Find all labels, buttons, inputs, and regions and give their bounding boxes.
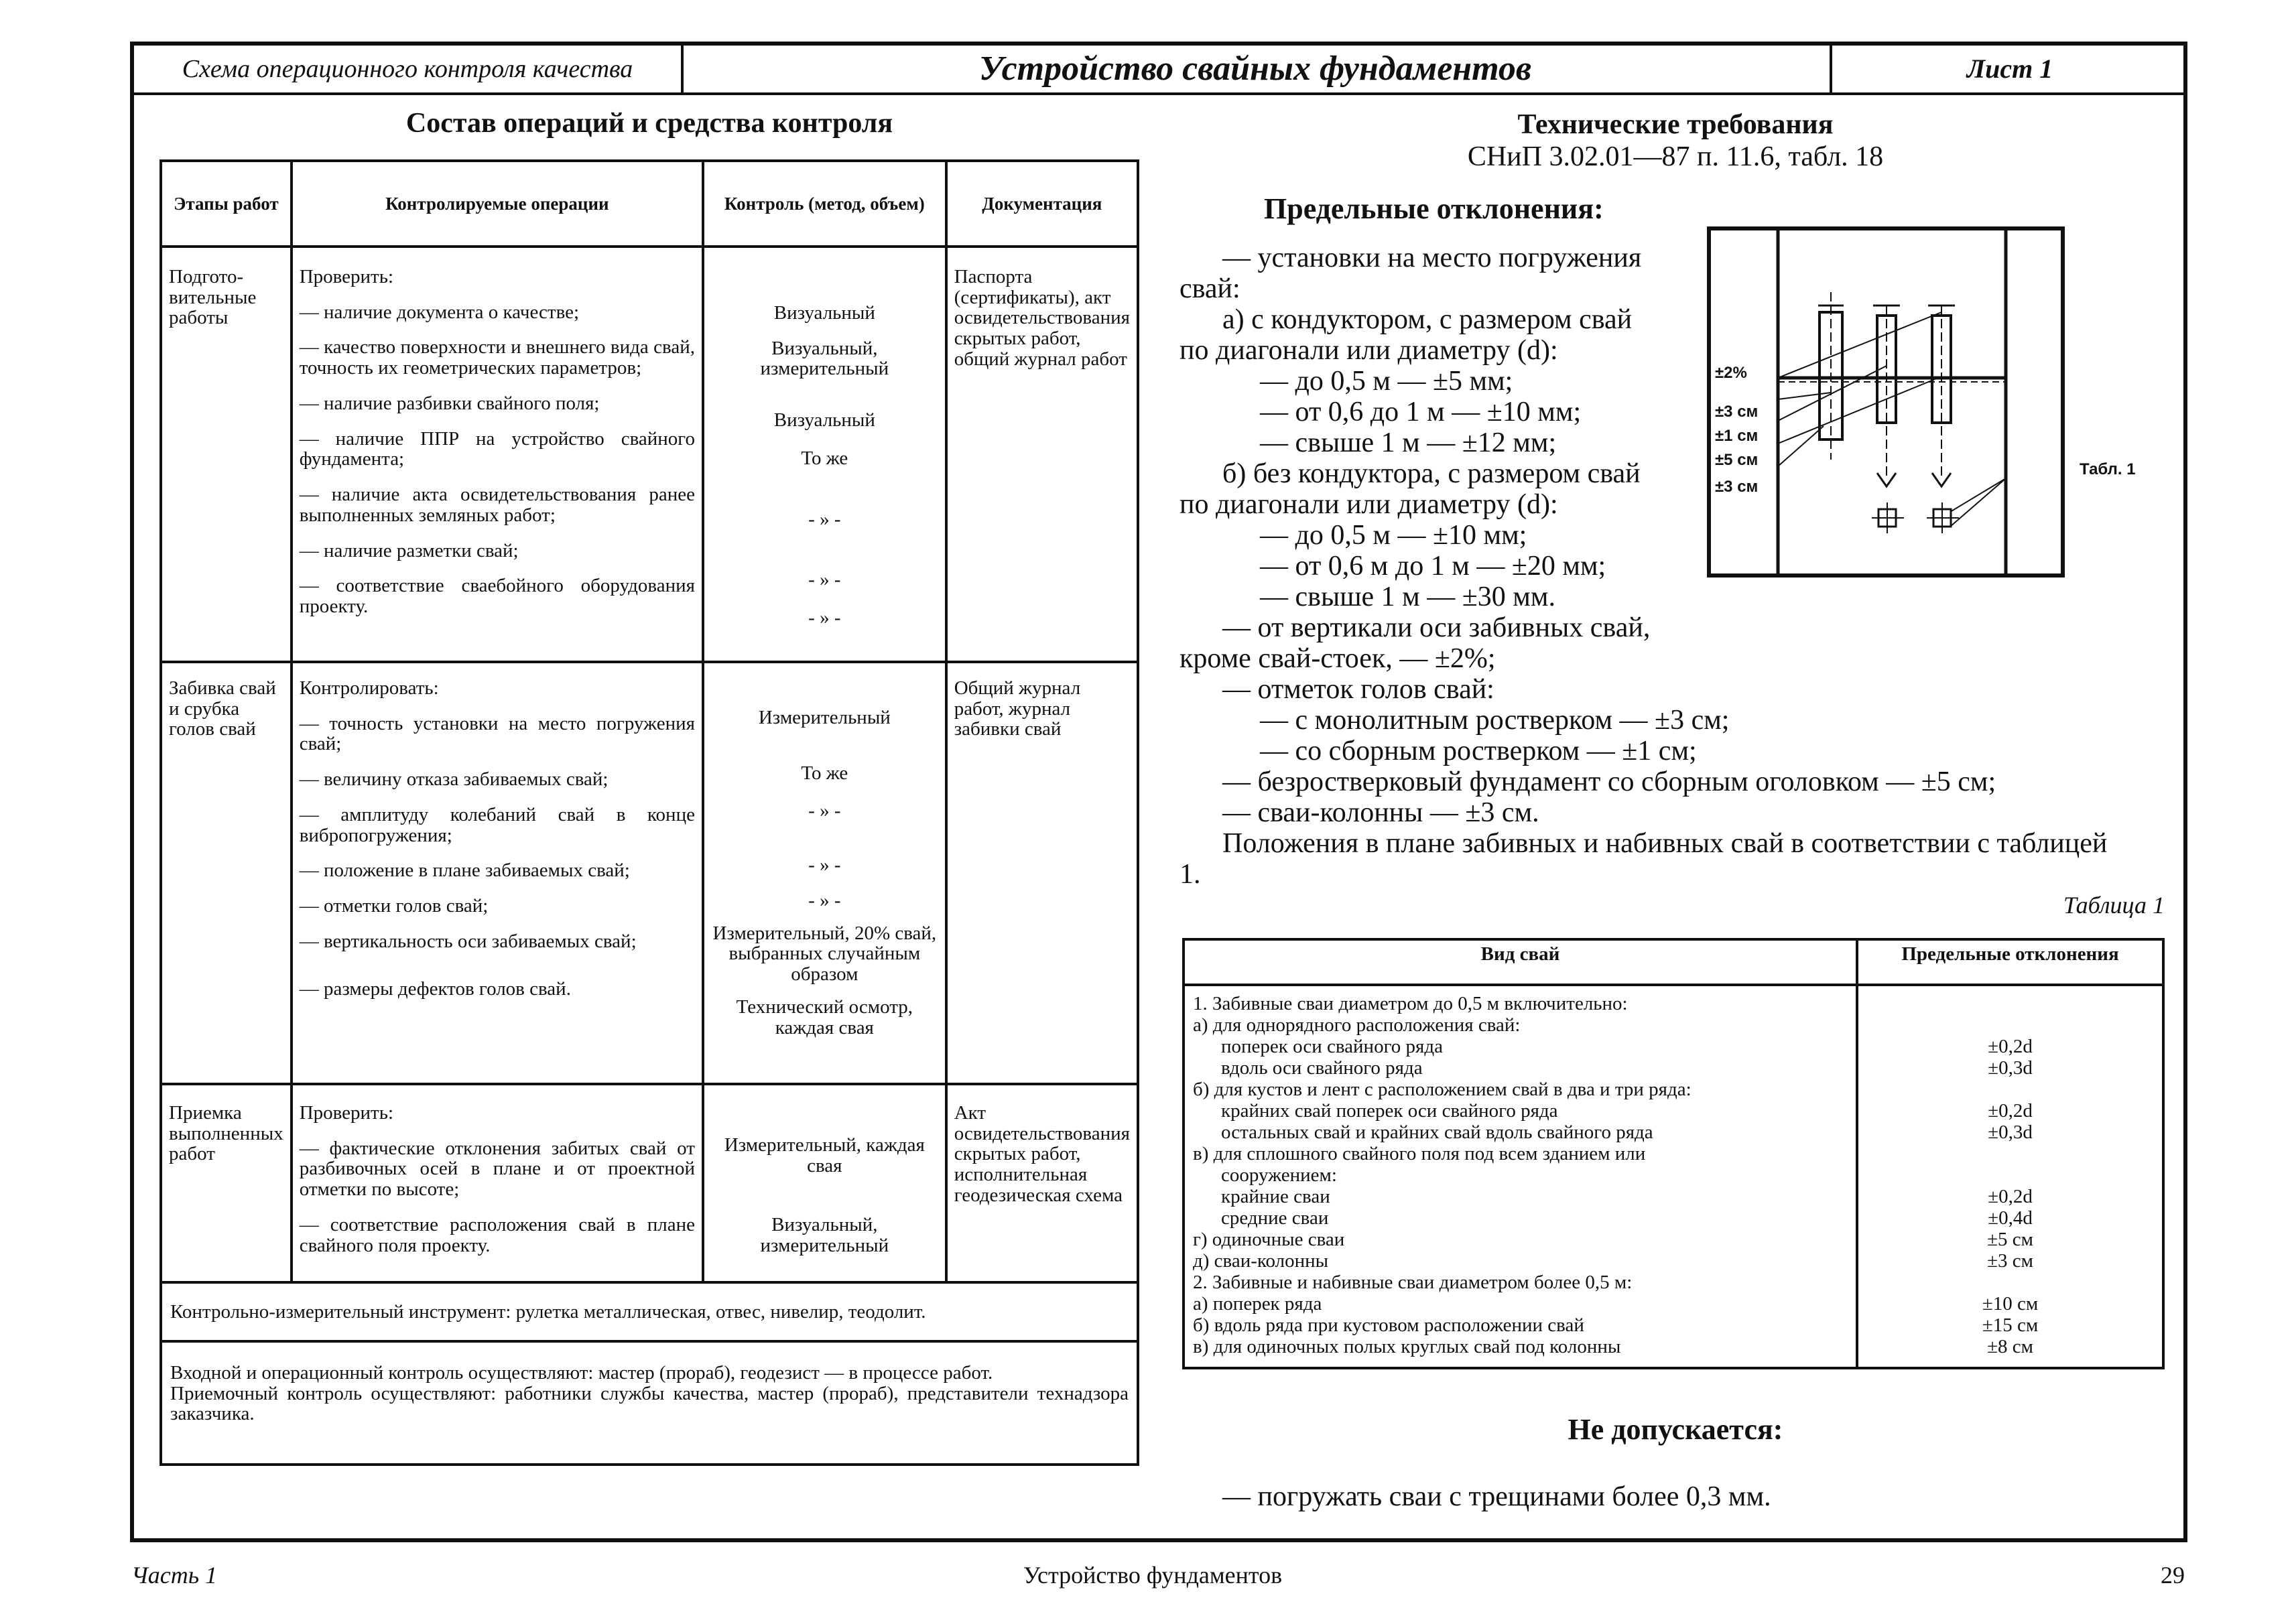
operations-table-header: [161, 161, 1138, 247]
col-header-stage: Этапы работ: [161, 161, 292, 247]
stage-row: [161, 1084, 1138, 1282]
requirement-line: — отметок голов свай:: [1222, 674, 1494, 705]
header-title: Устройство свайных фундаментов: [681, 46, 1832, 92]
limit-value: [1866, 1164, 2154, 1186]
operation-item: — наличие разбивки свайного поля;: [299, 392, 600, 414]
pile-type: в) для сплошного свайного поля под всем зданием или: [1193, 1143, 1646, 1164]
input-control-note: Входной и операционный контроль осуществляют: мастер (прораб), геодезист — в процессе работ.: [170, 1362, 993, 1383]
limit-value: [1866, 1014, 2154, 1036]
operation-item: — наличие разметки свай;: [299, 539, 519, 561]
pile-type: г) одиночные сваи: [1193, 1229, 1345, 1250]
stage-name: Приемка выполненных работ: [161, 1084, 292, 1282]
acceptance-control-note: Приемочный контроль осуществляют: работники службы качества, мастер (прораб), представители технадзора заказчика.: [170, 1382, 1129, 1425]
requirement-line: — со сборным ростверком — ±1 см;: [1260, 736, 1697, 766]
requirement-line: кроме свай-стоек, — ±2%;: [1179, 643, 1496, 674]
pile-tolerance-diagram: [1706, 225, 2161, 578]
control-method: Визуальный, измерительный: [760, 1214, 889, 1257]
operation-item: — соответствие расположения свай в плане свайного поля проекту.: [299, 1213, 695, 1256]
operation-item: — соответствие сваебойного оборудования проекту.: [299, 575, 695, 618]
instrument-row: [161, 1282, 1138, 1341]
operation-item: — отметки голов свай;: [299, 895, 489, 917]
page-number: 29: [2161, 1562, 2185, 1589]
control-method: Измерительный: [758, 707, 891, 728]
control-method: - » -: [808, 800, 841, 822]
table-caption: Таблица 1: [2063, 892, 2165, 919]
pile-type: а) для однорядного расположения свай:: [1193, 1014, 1521, 1036]
limit-value: ±8 см: [1987, 1336, 2033, 1357]
limit-value: ±15 см: [1982, 1314, 2039, 1336]
limit-value: ±0,2d: [1988, 1186, 2033, 1207]
control-method: - » -: [808, 569, 841, 591]
operation-item: — точность установки на место погружения свай;: [299, 712, 695, 755]
operation-item: — вертикальность оси забиваемых свай;: [299, 930, 637, 952]
limit-value: [1866, 1272, 2154, 1293]
limit-value: ±0,2d: [1988, 1036, 2033, 1057]
limit-value: ±10 см: [1982, 1293, 2039, 1314]
left-section-title: Состав операций и средства контроля: [405, 108, 893, 139]
operation-item: — величину отказа забиваемых свай;: [299, 768, 609, 791]
requirement-line: — до 0,5 м — ±10 мм;: [1260, 520, 1527, 551]
stage-operations: [292, 662, 703, 1084]
col-header-operations: Контролируемые операции: [292, 161, 703, 247]
pile-type: средние сваи: [1221, 1207, 1329, 1229]
pile-type: крайние сваи: [1221, 1186, 1330, 1207]
limit-value: [1866, 993, 2154, 1014]
operation-item: — наличие документа о качестве;: [299, 301, 580, 323]
requirement-line: — от 0,6 м до 1 м — ±20 мм;: [1260, 551, 1606, 582]
tolerance-table-header: [1184, 939, 2163, 985]
requirement-line: а) с кондуктором, с размером свай: [1222, 304, 1633, 335]
pile-type: 1. Забивные сваи диаметром до 0,5 м включительно:: [1193, 993, 1628, 1014]
header-bar: [134, 46, 2183, 95]
limit-value: ±0,2d: [1988, 1100, 2033, 1122]
stage-name: Подгото-вительные работы: [161, 247, 292, 662]
pile-type: сооружением:: [1221, 1164, 1337, 1186]
stage-docs: Паспорта (сертификаты), акт освидетельствования скрытых работ, общий журнал работ: [946, 247, 1138, 662]
pile-type: б) вдоль ряда при кустовом расположении свай: [1193, 1314, 1584, 1336]
control-method: Визуальный: [773, 302, 875, 324]
pile-type: крайних свай поперек оси свайного ряда: [1221, 1100, 1558, 1122]
operations-table: [160, 159, 1139, 1466]
diagram-table-label: Табл. 1: [2080, 460, 2136, 478]
control-method: Технический осмотр, каждая свая: [736, 996, 913, 1038]
control-method: - » -: [808, 508, 841, 530]
requirement-line: по диагонали или диаметру (d):: [1179, 335, 1558, 366]
requirement-line: — сваи-колонны — ±3 см.: [1222, 797, 1539, 828]
operation-item: — размеры дефектов голов свай.: [299, 977, 571, 1000]
requirement-line: б) без кондуктора, с размером свай: [1222, 458, 1641, 489]
limit-value: [1866, 1143, 2154, 1164]
stage-name: Забивка свай и срубка голов свай: [161, 662, 292, 1084]
control-method: - » -: [808, 607, 841, 629]
pile-type: поперек оси свайного ряда: [1221, 1036, 1443, 1057]
diagram-label: ±3 см: [1715, 403, 1759, 421]
control-method: Визуальный: [773, 409, 875, 431]
limit-value: ±5 см: [1987, 1229, 2033, 1250]
pile-type: б) для кустов и лент с расположением свай в два и три ряда:: [1193, 1079, 1692, 1100]
limit-value: ±0,3d: [1988, 1122, 2033, 1143]
snip-reference: СНиП 3.02.01—87 п. 11.6, табл. 18: [1467, 141, 1884, 172]
pile-type: вдоль оси свайного ряда: [1221, 1057, 1423, 1079]
right-section-title: Технические требования: [1517, 109, 1834, 140]
limits-title: Предельные отклонения:: [1264, 192, 1604, 225]
requirement-line: — свыше 1 м — ±12 мм;: [1260, 427, 1557, 458]
operation-item: — положение в плане забиваемых свай;: [299, 860, 630, 882]
pile-type: 2. Забивные и набивные сваи диаметром более 0,5 м:: [1193, 1272, 1633, 1293]
pile-type: остальных свай и крайних свай вдоль свайного ряда: [1221, 1122, 1653, 1143]
requirement-line: — от 0,6 до 1 м — ±10 мм;: [1260, 397, 1582, 427]
stage-docs: Акт освидетельствования скрытых работ, исполнительная геодезическая схема: [946, 1084, 1138, 1282]
diagram-label: ±2%: [1715, 364, 1747, 382]
operation-item: — наличие акта освидетельствования ранее выполненных земляных работ;: [299, 484, 695, 526]
operations-lead: Контролировать:: [299, 677, 439, 699]
operation-item: — качество поверхности и внешнего вида свай, точность их геометрических параметров;: [299, 336, 695, 379]
limit-column: [1857, 985, 2163, 1368]
control-method: Визуальный, измерительный: [760, 337, 889, 380]
tolerance-body: [1184, 985, 2163, 1368]
instrument-note: Контрольно-измерительный инструмент: рулетка металлическая, отвес, нивелир, теодолит.: [161, 1282, 1138, 1341]
control-method: Измерительный, каждая свая: [724, 1134, 925, 1176]
pile-type: в) для одиночных полых круглых свай под колонны: [1193, 1336, 1621, 1357]
control-method: - » -: [808, 854, 841, 876]
stage-docs: Общий журнал работ, журнал забивки свай: [946, 662, 1138, 1084]
requirement-line: — свыше 1 м — ±30 мм.: [1260, 582, 1555, 612]
requirement-line: — до 0,5 м — ±5 мм;: [1260, 366, 1513, 397]
pile-tolerance-table: [1182, 938, 2165, 1369]
stage-control: [703, 1084, 946, 1282]
limit-value: ±3 см: [1987, 1250, 2033, 1272]
diagram-label: ±1 см: [1715, 427, 1759, 445]
limit-value: [1866, 1079, 2154, 1100]
pile-type-column: [1184, 985, 1857, 1368]
pile-type: а) поперек ряда: [1193, 1293, 1322, 1314]
stage-operations: [292, 247, 703, 662]
control-method: То же: [801, 447, 848, 469]
stage-control: [703, 247, 946, 662]
control-method: То же: [801, 762, 848, 784]
requirement-line: — с монолитным ростверком — ±3 см;: [1260, 705, 1730, 736]
requirement-line: 1.: [1179, 859, 1201, 890]
col-header-docs: Документация: [946, 161, 1138, 247]
stage-operations: [292, 1084, 703, 1282]
stage-row: [161, 247, 1138, 662]
operations-lead: Проверить:: [299, 266, 394, 287]
requirement-line: по диагонали или диаметру (d):: [1179, 489, 1558, 520]
operation-item: — фактические отклонения забитых свай от разбивочных осей в плане и от проектной отметки по высоте;: [299, 1137, 695, 1201]
col-header-limit: Предельные отклонения: [1857, 939, 2163, 985]
operation-item: — амплитуду колебаний свай в конце вибропогружения;: [299, 803, 695, 846]
pile-type: д) сваи-колонны: [1193, 1250, 1329, 1272]
requirement-line: свай:: [1179, 273, 1240, 304]
operations-lead: Проверить:: [299, 1102, 394, 1124]
control-notes: [161, 1341, 1138, 1465]
control-method: - » -: [808, 889, 841, 911]
sheet-number: Лист 1: [1966, 54, 2053, 84]
operation-item: — наличие ППР на устройство свайного фундамента;: [299, 427, 695, 470]
requirement-line: — установки на место погружения: [1222, 243, 1642, 273]
header-left: Схема операционного контроля качества: [134, 46, 684, 92]
footer-section: Устройство фундаментов: [1023, 1562, 1283, 1589]
limit-value: ±0,4d: [1988, 1207, 2033, 1229]
requirement-line: — от вертикали оси забивных свай,: [1222, 612, 1651, 643]
col-header-control: Контроль (метод, объем): [703, 161, 946, 247]
stage-row: [161, 662, 1138, 1084]
forbidden-title: Не допускается:: [1568, 1413, 1783, 1446]
requirement-line: Положения в плане забивных и набивных свай в соответствии с таблицей: [1222, 828, 2108, 859]
col-header-pile-type: Вид свай: [1184, 939, 1857, 985]
control-method: Измерительный, 20% свай, выбранных случайным образом: [712, 922, 937, 986]
limit-value: ±0,3d: [1988, 1057, 2033, 1079]
notes-row: [161, 1341, 1138, 1465]
forbidden-item: — погружать сваи с трещинами более 0,3 мм.: [1222, 1481, 1771, 1512]
requirement-line: — безростверковый фундамент со сборным оголовком — ±5 см;: [1222, 766, 1996, 797]
diagram-label: ±3 см: [1715, 478, 1759, 496]
stage-control: [703, 662, 946, 1084]
footer-part: Часть 1: [131, 1562, 218, 1589]
diagram-label: ±5 см: [1715, 451, 1759, 469]
